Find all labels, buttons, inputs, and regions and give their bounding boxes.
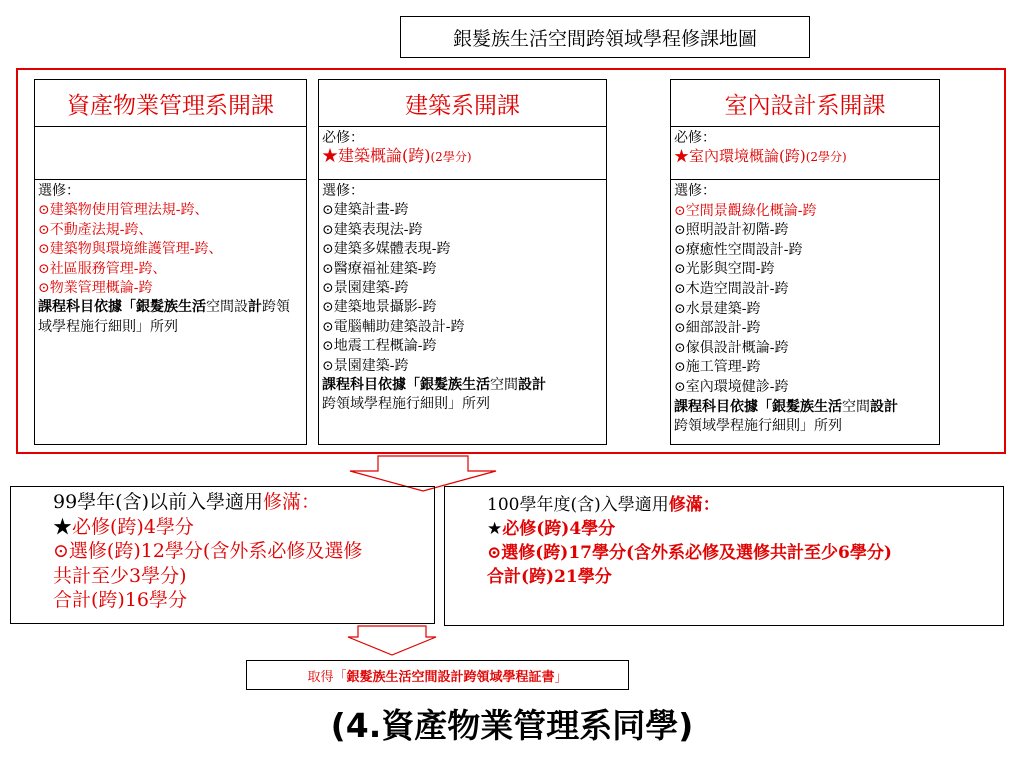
requirement-elective-cont: 共計至少3學分) — [53, 564, 187, 587]
requirements-from-100 — [444, 486, 1004, 626]
required-label: 必修： — [322, 130, 364, 146]
column-header: 建築系開課 — [319, 80, 606, 127]
column-architecture — [318, 79, 607, 445]
column-header: 室內設計系開課 — [671, 80, 939, 127]
elective-course: ⊙建築物使用管理法規-跨、 — [38, 202, 209, 219]
elective-course: ⊙建築物與環境維護管理-跨、 — [38, 241, 223, 258]
elective-course: ⊙細部設計-跨 — [674, 320, 761, 337]
elective-label: 選修： — [322, 183, 364, 199]
elective-course: ⊙建築計畫-跨 — [322, 202, 409, 219]
required-section — [319, 127, 606, 180]
requirement-total: 合計(跨)21學分 — [487, 567, 612, 587]
elective-course: ⊙地震工程概論-跨 — [322, 338, 437, 355]
elective-course: ⊙傢俱設計概論-跨 — [674, 339, 789, 356]
elective-course: ⊙景園建築-跨 — [322, 280, 409, 297]
course-rule-note: 課程科目依據「銀髮族生活空間設計 跨領域學程施行細則」所列 — [674, 398, 898, 435]
elective-course: ⊙建築表現法-跨 — [322, 221, 423, 238]
elective-section — [319, 180, 606, 417]
elective-course: ⊙療癒性空間設計-跨 — [674, 241, 803, 258]
requirement-required: ★必修(跨)4學分 — [487, 519, 616, 539]
elective-course: ⊙照明設計初階-跨 — [674, 222, 789, 239]
elective-course: ⊙施工管理-跨 — [674, 359, 761, 376]
elective-course: ⊙建築多媒體表現-跨 — [322, 241, 451, 258]
elective-course: ⊙室內環境健診-跨 — [674, 378, 789, 395]
elective-course: ⊙建築地景攝影-跨 — [322, 299, 437, 316]
elective-course: ⊙景園建築-跨 — [322, 357, 409, 374]
elective-section — [671, 180, 939, 439]
requirement-total: 合計(跨)16學分 — [53, 589, 188, 611]
elective-course: ⊙不動產法規-跨、 — [38, 221, 153, 238]
certificate-box: 取得「 銀髮族生活空間設計跨領域學程証書 」 — [246, 660, 629, 690]
elective-course: ⊙水景建築-跨 — [674, 300, 761, 317]
map-title — [400, 16, 810, 58]
required-label: 必修： — [674, 130, 716, 146]
elective-course: ⊙醫療福祉建築-跨 — [322, 260, 437, 277]
column-interior-design — [670, 79, 940, 445]
map-title-text: 銀髮族生活空間跨領域學程修課地圖 — [452, 27, 757, 50]
footer-caption: (4.資產物業管理系同學) — [330, 706, 694, 745]
elective-course: ⊙木造空間設計-跨 — [674, 280, 789, 297]
required-section — [671, 127, 939, 180]
elective-course: ⊙物業管理概論-跨 — [38, 280, 153, 297]
column-property-management — [34, 79, 307, 445]
elective-label: 選修： — [674, 183, 716, 199]
elective-section — [35, 180, 306, 339]
requirement-elective: ⊙選修(跨)12學分(含外系必修及選修 — [53, 540, 363, 562]
elective-course: ⊙光影與空間-跨 — [674, 261, 775, 278]
requirements-before-99 — [10, 486, 435, 624]
course-rule-note: 課程科目依據「銀髮族生活空間設計 跨領域學程施行細則」所列 — [322, 377, 546, 413]
required-section-empty — [35, 127, 306, 180]
column-header: 資產物業管理系開課 — [35, 80, 306, 127]
elective-course: ⊙空間景觀綠化概論-跨 — [674, 202, 817, 219]
course-rule-note: 課程科目依據「銀髮族生活空間設計跨領域學程施行細則」所列 — [38, 299, 290, 335]
requirement-heading: 100學年度(含)入學適用修滿： — [487, 495, 720, 515]
requirement-required: ★必修(跨)4學分 — [53, 515, 194, 538]
required-course: ★室內環境概論(跨)(2學分) — [674, 147, 847, 165]
down-arrow-icon — [346, 625, 438, 657]
elective-label: 選修： — [38, 183, 80, 199]
elective-course: ⊙社區服務管理-跨、 — [38, 260, 167, 277]
elective-course: ⊙電腦輔助建築設計-跨 — [322, 318, 465, 335]
requirement-elective: ⊙選修(跨)17學分(含外系必修及選修共計至少6學分) — [487, 543, 892, 563]
requirement-heading: 99學年(含)以前入學適用修滿： — [53, 491, 321, 513]
required-course: ★建築概論(跨)(2學分) — [322, 146, 472, 165]
